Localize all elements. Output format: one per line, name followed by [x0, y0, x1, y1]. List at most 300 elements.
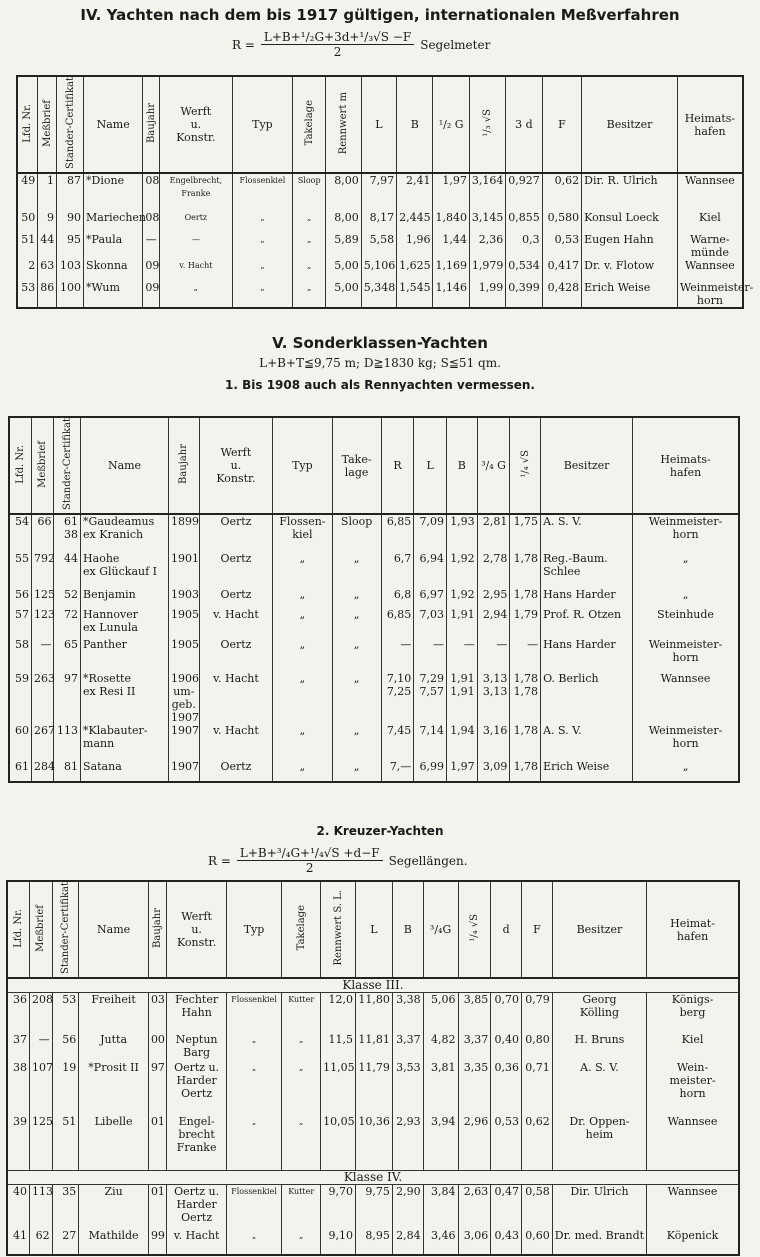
table-cell: Kutter — [282, 1185, 321, 1229]
table-cell: O. Berlich — [541, 672, 633, 724]
column-header-label: ¹/₂ G — [438, 118, 464, 132]
table-cell: 0,3 — [506, 233, 542, 259]
table-cell: Mariechen — [84, 211, 143, 233]
table-header-row — [17, 76, 743, 173]
table-cell: 7,29 7,57 — [414, 672, 447, 724]
table-cell: Oertz — [199, 588, 273, 608]
table-cell: Oertz — [159, 211, 232, 233]
table-cell: *Paula — [84, 233, 143, 259]
table-cell: 2,93 — [392, 1115, 423, 1171]
table-cell: 2,84 — [392, 1229, 423, 1255]
column-header — [356, 881, 393, 978]
table-cell: Neptun Barg — [167, 1033, 226, 1061]
formula-lhs: R = — [208, 853, 231, 868]
table-cell: 2,81 — [477, 514, 510, 552]
column-header-label: L — [375, 118, 383, 132]
table-cell: 1,92 — [447, 588, 478, 608]
table-cell: 284 — [31, 760, 53, 782]
table-cell: „ — [226, 1115, 281, 1171]
table-cell: 3,09 — [477, 760, 510, 782]
table-cell: — — [143, 233, 160, 259]
table-cell: „ — [273, 724, 332, 760]
table-cell: „ — [273, 588, 332, 608]
column-header — [167, 881, 226, 978]
table-cell: Haohe ex Glückauf I — [81, 552, 169, 588]
table-cell: 1,97 — [433, 173, 469, 211]
table-cell: 8,17 — [361, 211, 396, 233]
table-cell: Dr. v. Flotow — [582, 259, 678, 281]
table-cell: 3,35 — [458, 1061, 491, 1115]
table-cell: 54 — [9, 514, 31, 552]
table-cell: 1,979 — [469, 259, 505, 281]
column-header-label: Baujahr — [178, 443, 190, 485]
table-cell: 7,09 — [414, 514, 447, 552]
table-cell: Wannsee — [677, 173, 743, 211]
column-header — [321, 881, 356, 978]
table-cell: v. Hacht — [199, 608, 273, 638]
column-header-label: B — [457, 459, 466, 473]
table-cell: *Rosette ex Resi II — [81, 672, 169, 724]
table-row — [9, 588, 739, 608]
formula-fraction — [237, 846, 383, 875]
table-cell: 2,41 — [397, 173, 433, 211]
table-cell: „ — [332, 638, 381, 672]
table-cell: — — [414, 638, 447, 672]
table-cell: 0,399 — [506, 281, 542, 308]
table-cell: Königs- berg — [647, 993, 739, 1033]
table-header-row — [9, 417, 739, 514]
table-cell: „ — [293, 233, 326, 259]
column-header — [491, 881, 522, 978]
table-cell: 2,95 — [477, 588, 510, 608]
table-cell: 61 38 — [54, 514, 81, 552]
table-cell: 56 — [52, 1033, 79, 1061]
column-header — [168, 417, 199, 514]
table-cell: 57 — [9, 608, 31, 638]
column-header — [52, 881, 79, 978]
table-cell: 2,36 — [469, 233, 505, 259]
table-cell: 0,36 — [491, 1061, 522, 1115]
table-cell: 6,97 — [414, 588, 447, 608]
table-cell: 1,97 — [447, 760, 478, 782]
column-header-label: Stander-Certifikat — [59, 882, 71, 975]
table-cell: Kutter — [282, 993, 321, 1033]
table-cell: „ — [293, 211, 326, 233]
table-cell: — — [381, 638, 414, 672]
table-cell: 6,85 — [381, 608, 414, 638]
table-cell: Oertz u. Harder Oertz — [167, 1185, 226, 1229]
table-cell: 1,78 — [510, 760, 541, 782]
table-cell: 7,— — [381, 760, 414, 782]
column-header-label: Heimat- hafen — [670, 916, 715, 943]
table-cell: „ — [332, 672, 381, 724]
table-cell: Sloop — [293, 173, 326, 211]
column-header — [447, 417, 478, 514]
table-cell: 87 — [57, 173, 84, 211]
column-header — [148, 881, 166, 978]
table-cell: 0,417 — [542, 259, 582, 281]
column-header — [433, 76, 469, 173]
table-cell: 09 — [143, 281, 160, 308]
table-cell: — — [30, 1033, 53, 1061]
table-cell: 3,53 — [392, 1061, 423, 1115]
table-cell: 8,00 — [326, 211, 361, 233]
table-cell: Jutta — [79, 1033, 149, 1061]
table-cell: Hans Harder — [541, 638, 633, 672]
formula-fraction — [261, 30, 414, 59]
column-header-label: Baujahr — [152, 907, 164, 949]
table-row — [9, 760, 739, 782]
table-cell: „ — [273, 760, 332, 782]
column-header-label: ¹/₄ √S — [519, 450, 531, 478]
table-cell: Panther — [81, 638, 169, 672]
column-header-label: F — [533, 923, 541, 937]
column-header-label: Meßbrief — [35, 904, 47, 952]
column-header — [326, 76, 361, 173]
column-header — [159, 76, 232, 173]
column-header — [414, 417, 447, 514]
table-cell: Engel- brecht Franke — [167, 1115, 226, 1171]
table-cell: 66 — [31, 514, 53, 552]
table-cell: 38 — [7, 1061, 30, 1115]
table-cell: 55 — [9, 552, 31, 588]
table-cell: 41 — [7, 1229, 30, 1255]
column-header-label: Typ — [292, 459, 313, 473]
column-header — [282, 881, 321, 978]
table-row — [7, 1185, 739, 1229]
column-header-label: Stander-Certifikat — [64, 77, 76, 170]
column-header — [232, 76, 292, 173]
table-cell: Steinhude — [633, 608, 739, 638]
table-cell: 2,94 — [477, 608, 510, 638]
table-row — [9, 672, 739, 724]
table-cell: 61 — [9, 760, 31, 782]
table-cell: 51 — [17, 233, 38, 259]
class-heading: Klasse III. — [7, 978, 739, 993]
table-cell: 01 — [148, 1115, 166, 1171]
table-cell: 3,38 — [392, 993, 423, 1033]
table-cell: Dr. med. Brandt — [552, 1229, 646, 1255]
table-cell: Prof. R. Otzen — [541, 608, 633, 638]
table-cell: Köpenick — [647, 1229, 739, 1255]
table-cell: 0,855 — [506, 211, 542, 233]
table-cell: 4,82 — [423, 1033, 458, 1061]
table-cell: 0,62 — [522, 1115, 553, 1171]
table-cell: 27 — [52, 1229, 79, 1255]
table-cell: Wein- meister- horn — [647, 1061, 739, 1115]
table-cell: 50 — [17, 211, 38, 233]
table-cell: Satana — [81, 760, 169, 782]
table-cell: v. Hacht — [199, 672, 273, 724]
table-cell: 65 — [54, 638, 81, 672]
table-cell: 9,70 — [321, 1185, 356, 1229]
table-cell: 0,53 — [542, 233, 582, 259]
table-row — [7, 1115, 739, 1171]
table-cell: A. S. V. — [552, 1061, 646, 1115]
table-cell: Oertz — [199, 514, 273, 552]
table-cell: 1,625 — [397, 259, 433, 281]
table-cell: Oertz — [199, 638, 273, 672]
table-cell: „ — [293, 281, 326, 308]
column-header-label: ¹/₃ √S — [482, 109, 494, 137]
column-header-label: Typ — [243, 923, 265, 937]
class-heading: Klasse IV. — [7, 1171, 739, 1185]
table-kreuzer — [6, 880, 740, 1256]
table-cell: Freiheit — [79, 993, 149, 1033]
table-cell: „ — [633, 588, 739, 608]
table-cell: 51 — [52, 1115, 79, 1171]
table-cell: Skonna — [84, 259, 143, 281]
column-header — [522, 881, 553, 978]
table-cell: Weinmeister- horn — [677, 281, 743, 308]
column-header — [31, 417, 53, 514]
table-cell: Sloop — [332, 514, 381, 552]
table-cell: 5,00 — [326, 259, 361, 281]
table-cell: „ — [282, 1229, 321, 1255]
table-cell: — — [31, 638, 53, 672]
table-iv — [16, 75, 754, 309]
table-cell: — — [510, 638, 541, 672]
column-header — [30, 881, 53, 978]
column-header-label: Rennwert S. L. — [332, 890, 344, 966]
table-cell: 35 — [52, 1185, 79, 1229]
table-cell: 2,96 — [458, 1115, 491, 1171]
table-cell: Benjamin — [81, 588, 169, 608]
table-cell: 2,445 — [397, 211, 433, 233]
table-cell: Konsul Loeck — [582, 211, 678, 233]
table-cell: Warne- münde — [677, 233, 743, 259]
table-cell: Flossenkiel — [226, 993, 281, 1033]
table-cell: Flossenkiel — [226, 1185, 281, 1229]
table-cell: „ — [273, 552, 332, 588]
table-cell: 2,63 — [458, 1185, 491, 1229]
table-cell: 263 — [31, 672, 53, 724]
table-cell: 9,10 — [321, 1229, 356, 1255]
table-cell: 0,927 — [506, 173, 542, 211]
table-cell: 56 — [9, 588, 31, 608]
table-row — [9, 638, 739, 672]
table-cell: 2,78 — [477, 552, 510, 588]
table-cell: A. S. V. — [541, 514, 633, 552]
column-header — [541, 417, 633, 514]
table-cell: Wannsee — [647, 1185, 739, 1229]
class-heading-row — [7, 1171, 739, 1185]
table-cell: 7,03 — [414, 608, 447, 638]
table-cell: *Wum — [84, 281, 143, 308]
table-cell: 9 — [38, 211, 57, 233]
table-cell: 10,36 — [356, 1115, 393, 1171]
table-cell: 1906 um- geb. 1907 — [168, 672, 199, 724]
table-cell: Mathilde — [79, 1229, 149, 1255]
table-cell: „ — [159, 281, 232, 308]
table-cell: Weinmeister- horn — [633, 514, 739, 552]
table-row — [7, 1033, 739, 1061]
table-cell: „ — [273, 672, 332, 724]
table-cell: 1905 — [168, 638, 199, 672]
table-cell: 39 — [7, 1115, 30, 1171]
table-cell: 1,840 — [433, 211, 469, 233]
table-cell: 44 — [54, 552, 81, 588]
table-cell: 1907 — [168, 760, 199, 782]
table-cell: Georg Kölling — [552, 993, 646, 1033]
table-cell: 3,94 — [423, 1115, 458, 1171]
table-cell: „ — [226, 1229, 281, 1255]
section-kreuzer-formula — [208, 846, 468, 875]
column-header-label: Meßbrief — [37, 440, 49, 488]
column-header-label: Besitzer — [606, 118, 653, 132]
table-cell: Ziu — [79, 1185, 149, 1229]
table-cell: 3,81 — [423, 1061, 458, 1115]
table-cell: 11,05 — [321, 1061, 356, 1115]
table-cell: 6,94 — [414, 552, 447, 588]
table-cell: 3,06 — [458, 1229, 491, 1255]
table-cell: 49 — [17, 173, 38, 211]
column-header — [582, 76, 678, 173]
table-cell: 95 — [57, 233, 84, 259]
column-header — [677, 76, 743, 173]
table-row — [17, 281, 743, 308]
table-cell: 1,146 — [433, 281, 469, 308]
table-cell: 113 — [30, 1185, 53, 1229]
column-header — [633, 417, 739, 514]
table-cell: Wannsee — [633, 672, 739, 724]
table-cell: 40 — [7, 1185, 30, 1229]
table-cell: 63 — [38, 259, 57, 281]
table-cell: „ — [226, 1033, 281, 1061]
table-cell: 6,7 — [381, 552, 414, 588]
column-header-label: L — [426, 459, 434, 473]
table-cell: 1899 — [168, 514, 199, 552]
column-header-label: F — [558, 118, 566, 132]
column-header-label: Lfd. Nr. — [14, 444, 26, 484]
table-cell: 11,81 — [356, 1033, 393, 1061]
column-header-label: Werft u. Konstr. — [176, 910, 217, 950]
column-header-label: Heimats- hafen — [684, 111, 736, 138]
section-v-subtitle: 1. Bis 1908 auch als Rennyachten vermessen. — [225, 378, 535, 392]
table-cell: „ — [232, 233, 292, 259]
table-cell: 3,13 3,13 — [477, 672, 510, 724]
table-cell: 44 — [38, 233, 57, 259]
table-cell: 8,95 — [356, 1229, 393, 1255]
table-row — [17, 233, 743, 259]
column-header-label: Lfd. Nr. — [22, 103, 34, 143]
table-cell: 11,79 — [356, 1061, 393, 1115]
column-header — [79, 881, 149, 978]
column-header — [477, 417, 510, 514]
table-cell: 2 — [17, 259, 38, 281]
table-cell: „ — [332, 760, 381, 782]
column-header-label: d — [502, 923, 510, 937]
column-header — [510, 417, 541, 514]
formula-unit: Segellängen. — [388, 853, 468, 868]
column-header — [332, 417, 381, 514]
table-cell: Wannsee — [647, 1115, 739, 1171]
formula-numerator: L+B+¹/₂G+3d+¹/₃√S −F — [261, 30, 414, 45]
table-cell: 10,05 — [321, 1115, 356, 1171]
table-cell: 7,14 — [414, 724, 447, 760]
column-header — [381, 417, 414, 514]
table-cell: 37 — [7, 1033, 30, 1061]
table-header-row — [7, 881, 739, 978]
table-cell: 103 — [57, 259, 84, 281]
column-header-label: R — [393, 459, 402, 473]
table-cell: Dr. Oppen- heim — [552, 1115, 646, 1171]
table-cell: 5,58 — [361, 233, 396, 259]
table-row — [9, 514, 739, 552]
table-cell: Dir. Ulrich — [552, 1185, 646, 1229]
table-cell: 107 — [30, 1061, 53, 1115]
table-cell: v. Hacht — [167, 1229, 226, 1255]
table-cell: 1,78 — [510, 724, 541, 760]
table-cell: 1905 — [168, 608, 199, 638]
table-cell: Kiel — [677, 211, 743, 233]
table-row — [17, 173, 743, 211]
column-header — [469, 76, 505, 173]
formula-denominator: 2 — [333, 45, 342, 59]
table-cell: „ — [282, 1033, 321, 1061]
column-header — [458, 881, 491, 978]
table-cell: 3,37 — [458, 1033, 491, 1061]
table-cell: *Dione — [84, 173, 143, 211]
table-cell: 08 — [143, 211, 160, 233]
table-cell: 792 — [31, 552, 53, 588]
table-cell: 59 — [9, 672, 31, 724]
table-cell: 5,06 — [423, 993, 458, 1033]
column-header-label: Typ — [252, 118, 273, 132]
table-cell: 267 — [31, 724, 53, 760]
column-header — [552, 881, 646, 978]
table-cell: Dir. R. Ulrich — [582, 173, 678, 211]
table-cell: 1,99 — [469, 281, 505, 308]
column-header-label: Lfd. Nr. — [13, 908, 25, 948]
table-cell: 90 — [57, 211, 84, 233]
table-cell: 0,53 — [491, 1115, 522, 1171]
table-cell: 03 — [148, 993, 166, 1033]
table-cell: 9,75 — [356, 1185, 393, 1229]
column-header — [199, 417, 273, 514]
table-cell: 5,00 — [326, 281, 361, 308]
column-header-label: B — [410, 118, 419, 132]
table-row — [7, 993, 739, 1033]
table-cell: H. Bruns — [552, 1033, 646, 1061]
column-header-label: Take- lage — [341, 452, 372, 479]
table-cell: „ — [332, 588, 381, 608]
table-cell: v. Hacht — [199, 724, 273, 760]
table-cell: Eugen Hahn — [582, 233, 678, 259]
table-cell: Flossenkiel — [232, 173, 292, 211]
table-cell: „ — [332, 552, 381, 588]
table-cell: Erich Weise — [582, 281, 678, 308]
column-header — [647, 881, 739, 978]
column-header-label: Takelage — [295, 905, 307, 951]
table-cell: *Gaudeamus ex Kranich — [81, 514, 169, 552]
table-cell: 53 — [52, 993, 79, 1033]
table-cell: 7,97 — [361, 173, 396, 211]
column-header — [361, 76, 396, 173]
column-header — [38, 76, 57, 173]
table-cell: „ — [293, 259, 326, 281]
column-header — [273, 417, 332, 514]
column-header — [7, 881, 30, 978]
table-cell: Oertz u. Harder Oertz — [167, 1061, 226, 1115]
column-header-label: Takelage — [303, 100, 315, 146]
table-cell: „ — [633, 760, 739, 782]
table-cell: 0,580 — [542, 211, 582, 233]
table-cell: 11,80 — [356, 993, 393, 1033]
column-header-label: Werft u. Konstr. — [176, 105, 216, 145]
table-cell: 3,164 — [469, 173, 505, 211]
table-cell: Weinmeister- horn — [633, 724, 739, 760]
